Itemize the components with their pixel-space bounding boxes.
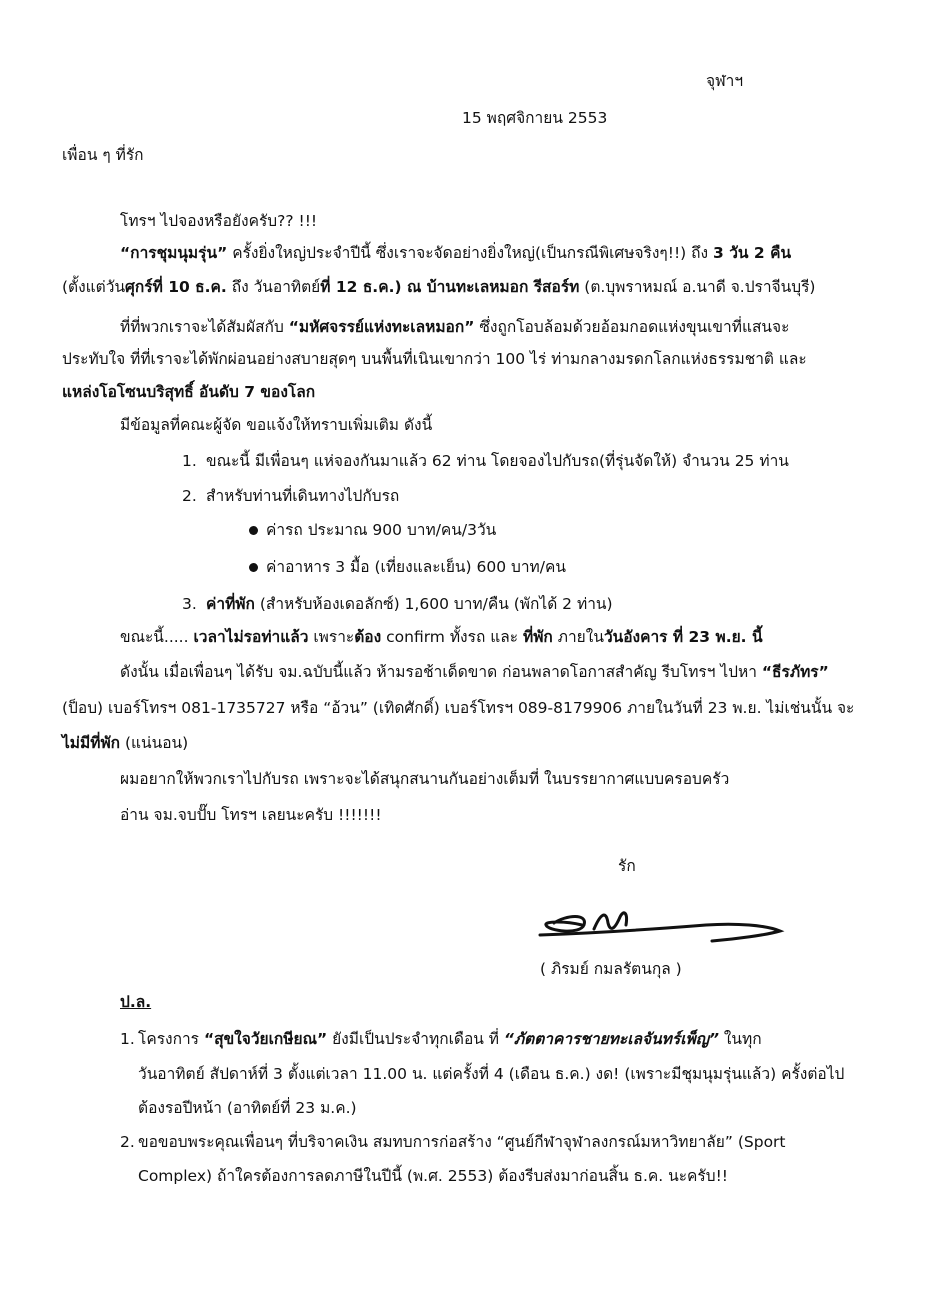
urgent-f: ที่พัก — [523, 628, 553, 646]
paragraph-event-line2 — [62, 278, 815, 297]
contact-line3 — [62, 734, 188, 753]
venue-desc: ซึ่งถูกโอบล้อมด้วยอ้อมกอดแห่งขุนเขาที่แสนจะ — [474, 318, 790, 336]
contact-text: ดังนั้น เมื่อเพื่อนๆ ได้รับ จม.ฉบับนี้แล้ว ห้ามรอช้าเด็ดขาด ก่อนพลาดโอกาสสำคัญ รีบโทรฯ ไปหา — [120, 663, 762, 681]
closing-line2: อ่าน จม.จบปั๊บ โทรฯ เลยนะครับ !!!!!!! — [120, 806, 382, 824]
letter-date: 15 พฤศจิกายน 2553 — [462, 109, 608, 127]
event-duration: 3 วัน 2 คืน — [713, 244, 792, 262]
start-date: ศุกร์ที่ 10 ธ.ค. — [125, 278, 227, 296]
bullet-bus-cost: ค่ารถ ประมาณ 900 บาท/คน/3วัน — [266, 521, 497, 539]
paragraph-venue-line2: ประทับใจ ที่ที่เราจะได้พักผ่อนอย่างสบายสุดๆ บนพื้นที่เนินเขากว่า 100 ไร่ ท่ามกลางมรดกโลกแห่งธรรมชาติ และ — [62, 350, 807, 368]
ps-project-name: “สุขใจวัยเกษียณ” — [203, 1030, 328, 1048]
urgent-e: confirm ทั้งรถ และ — [381, 628, 523, 646]
contact-line2: (ป็อบ) เบอร์โทรฯ 081-1735727 หรือ “อ้วน” (เทิดศักดิ์) เบอร์โทรฯ 089-8179906 ภายในวันที่ 23 พ.ย. ไม่เช่นนั้น จะ — [62, 699, 855, 717]
urgent-line — [120, 628, 763, 647]
item-3-num: 3. — [182, 595, 197, 613]
urgent-deadline: วันอังคาร ที่ 23 พ.ย. นี้ — [603, 628, 763, 646]
salutation: เพื่อน ๆ ที่รัก — [62, 146, 144, 164]
paragraph-venue-line1 — [120, 318, 789, 337]
urgent-b: เวลาไม่รอท่าแล้ว — [193, 628, 309, 646]
contact-line1 — [120, 663, 829, 682]
venue-address: (ต.บุพราหมณ์ อ.นาดี จ.ปราจีนบุรี) — [579, 278, 816, 296]
event-name: “การชุมนุมรุ่น” — [120, 244, 228, 262]
lodging-cost: (สำหรับห้องเดอลักซ์) 1,600 บาท/คืน (พักได้ 2 ท่าน) — [254, 595, 613, 613]
dates-open: (ตั้งแต่วัน — [62, 278, 126, 296]
intro-line: โทรฯ ไปจองหรือยังครับ?? !!! — [120, 212, 318, 230]
ps-item-1-tail: ในทุก — [718, 1030, 762, 1048]
dates-mid: ถึง วันอาทิตย์ — [226, 278, 321, 296]
info-intro: มีข้อมูลที่คณะผู้จัด ขอแจ้งให้ทราบเพิ่มเติม ดังนี้ — [120, 416, 433, 434]
ps-item-1-line2: วันอาทิตย์ สัปดาห์ที่ 3 ตั้งแต่เวลา 11.00 น. แต่ครั้งที่ 4 (เดือน ธ.ค.) งด! (เพราะมีชุมนุมรุ่นแล้ว) ครั้งต่อไป — [138, 1065, 845, 1083]
item-1-num: 1. — [182, 452, 197, 470]
urgent-d: ต้อง — [354, 628, 382, 646]
ps-heading: ป.ล. — [120, 993, 152, 1011]
ps-project-desc: ยังมีเป็นประจำทุกเดือน ที่ — [327, 1030, 504, 1048]
ps-item-1-num: 1. — [120, 1030, 135, 1048]
signature — [536, 895, 786, 965]
ps-restaurant-name: “ภัตตาคารชายทะเลจันทร์เพ็ญ” — [503, 1030, 719, 1048]
signer-name: ( ภิรมย์ กมลรัตนกุล ) — [540, 960, 682, 978]
item-2-num: 2. — [182, 487, 197, 505]
bullet-food-cost: ค่าอาหาร 3 มื้อ (เที่ยงและเย็น) 600 บาท/คน — [266, 558, 566, 576]
ps-item-1-line1 — [138, 1030, 762, 1049]
contact-name: “ธีรภัทร” — [761, 663, 829, 681]
item-1-text: ขณะนี้ มีเพื่อนๆ แห่จองกันมาแล้ว 62 ท่าน โดยจองไปกับรถ(ที่รุ่นจัดให้) จำนวน 25 ท่าน — [206, 452, 789, 470]
venue-intro: ที่ที่พวกเราจะได้สัมผัสกับ — [120, 318, 289, 336]
urgent-g: ภายใน — [552, 628, 604, 646]
item-2-text: สำหรับท่านที่เดินทางไปกับรถ — [206, 487, 400, 505]
end-date: ที่ 12 ธ.ค.) — [320, 278, 402, 296]
lodging-label: ค่าที่พัก — [206, 595, 255, 613]
closing-line1: ผมอยากให้พวกเราไปกับรถ เพราะจะได้สนุกสนานกันอย่างเต็มที่ ในบรรยากาศแบบครอบครัว — [120, 770, 730, 788]
ps-item-1-line3: ต้องรอปีหน้า (อาทิตย์ที่ 23 ม.ค.) — [138, 1099, 357, 1117]
urgent-a: ขณะนี้..... — [120, 628, 194, 646]
signature-scribble — [536, 895, 786, 965]
bullet-dot — [249, 526, 258, 535]
urgent-c: เพราะ — [308, 628, 355, 646]
ps-item-2-num: 2. — [120, 1133, 135, 1151]
signoff-word: รัก — [618, 857, 636, 875]
ps-item-2-line1: ขอขอบพระคุณเพื่อนๆ ที่บริจาคเงิน สมทบการก่อสร้าง “ศูนย์กีฬาจุฬาลงกรณ์มหาวิทยาลัย” (Sport — [138, 1133, 786, 1151]
paragraph-venue-line3: แหล่งโอโซนบริสุทธิ์ อันดับ 7 ของโลก — [62, 383, 316, 401]
paragraph-event-line1 — [120, 244, 791, 263]
bullet-dot — [249, 563, 258, 572]
event-desc: ครั้งยิ่งใหญ่ประจำปีนี้ ซึ่งเราจะจัดอย่างยิ่งใหญ่(เป็นกรณีพิเศษจริงๆ!!) ถึง — [227, 244, 714, 262]
at-word: ณ — [401, 278, 427, 296]
no-lodging-warning: ไม่มีที่พัก — [62, 734, 121, 752]
contact-line3-text: (แน่นอน) — [120, 734, 189, 752]
venue-highlight: “มหัศจรรย์แห่งทะเลหมอก” — [288, 318, 475, 336]
sender-org: จุฬาฯ — [706, 72, 744, 90]
ps-project-intro: โครงการ — [138, 1030, 204, 1048]
ps-item-2-line2: Complex) ถ้าใครต้องการลดภาษีในปีนี้ (พ.ศ. 2553) ต้องรีบส่งมาก่อนสิ้น ธ.ค. นะครับ!! — [138, 1167, 729, 1185]
item-3-text — [206, 595, 613, 614]
venue-name: บ้านทะเลหมอก รีสอร์ท — [426, 278, 580, 296]
